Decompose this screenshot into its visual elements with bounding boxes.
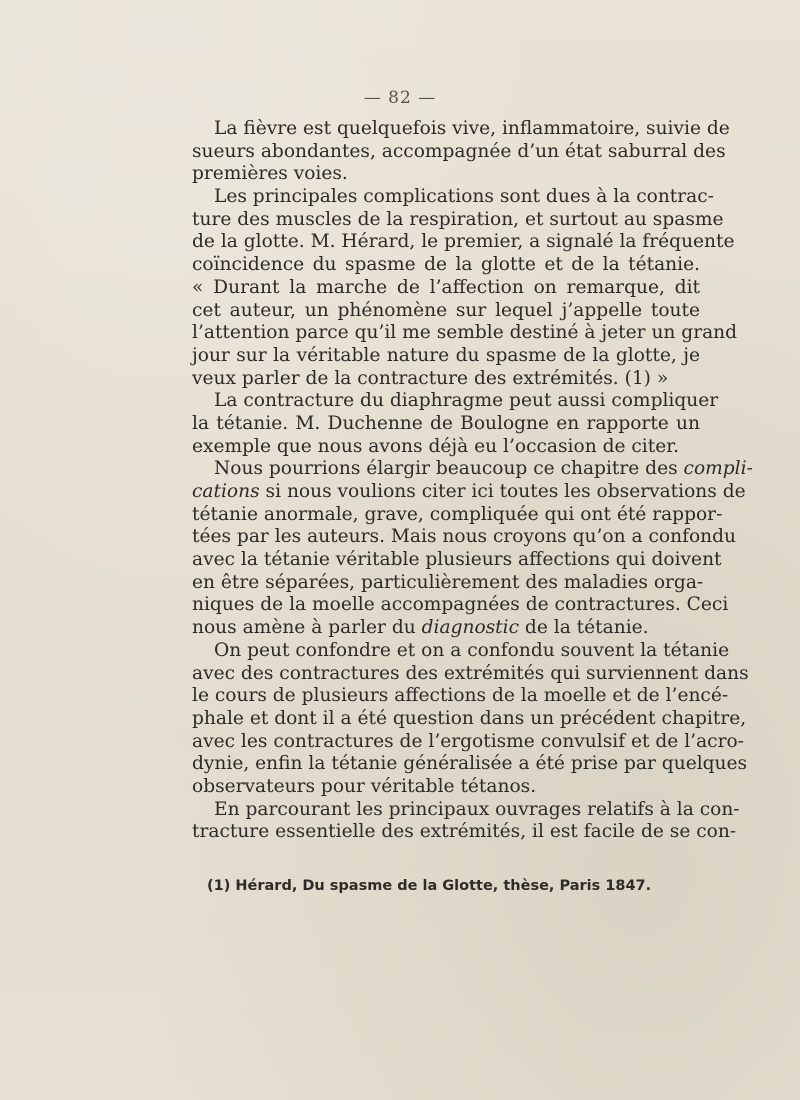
line-text: avec des contractures des extrémités qui surviennent dans bbox=[192, 662, 749, 684]
page-number: — 82 — bbox=[363, 88, 437, 108]
line-text: Les principales complications sont dues à la contrac- bbox=[214, 186, 714, 208]
text-line bbox=[192, 436, 700, 459]
text-line bbox=[192, 140, 726, 164]
text-line bbox=[192, 118, 730, 141]
text-line bbox=[192, 571, 704, 595]
body-text bbox=[192, 118, 753, 844]
line-text: le cours de plusieurs affections de la moelle et de l’encé- bbox=[192, 685, 729, 707]
line-text: niques de la moelle accompagnées de contractures. Ceci bbox=[192, 594, 729, 616]
line-text: tracture essentielle des extrémités, il est facile de se con- bbox=[192, 821, 737, 843]
line-text: La contracture du diaphragme peut aussi compliquer bbox=[214, 390, 719, 412]
text-line bbox=[192, 730, 744, 754]
text-line bbox=[192, 685, 729, 708]
line-text: dynie, enfin la tétanie généralisée a été prise par quelques bbox=[192, 753, 748, 775]
line-text-tail: de la tétanie. bbox=[519, 617, 649, 639]
line-text: sueurs abondantes, accompagnée d’un état saburral des bbox=[192, 140, 726, 162]
text-line bbox=[192, 231, 735, 254]
italic-term: diagnostic bbox=[415, 617, 520, 639]
line-text: jour sur la véritable nature du spasme de la glotte, je bbox=[192, 344, 700, 366]
line-text: observateurs pour véritable tétanos. bbox=[192, 775, 537, 797]
line-text: Nous pourrions élargir beaucoup ce chapitre des bbox=[214, 458, 678, 480]
line-text: veux parler de la contracture des extrémités. (1) » bbox=[192, 367, 669, 389]
line-text: cet auteur, un phénomène sur lequel j’appelle toute bbox=[192, 299, 700, 321]
line-text: avec les contractures de l’ergotisme convulsif et de l’acro- bbox=[192, 730, 744, 752]
text-line bbox=[192, 413, 700, 436]
text-line bbox=[192, 776, 700, 799]
text-line bbox=[192, 163, 700, 186]
text-line bbox=[192, 798, 740, 822]
line-text: La fièvre est quelquefois vive, inflammatoire, suivie de bbox=[214, 118, 730, 139]
line-text: la tétanie. M. Duchenne de Boulogne en rapporte un bbox=[192, 412, 700, 434]
text-line bbox=[192, 322, 738, 345]
text-line bbox=[192, 345, 700, 368]
line-text: ture des muscles de la respiration, et surtout au spasme bbox=[192, 208, 724, 230]
text-line bbox=[192, 390, 719, 413]
text-line bbox=[192, 208, 724, 232]
line-text: On peut confondre et on a confondu souvent la tétanie bbox=[214, 639, 730, 661]
line-text: en être séparées, particulièrement des maladies orga- bbox=[192, 571, 704, 593]
text-line bbox=[192, 186, 714, 209]
line-text: « Durant la marche de l’affection on remarque, dit bbox=[192, 276, 700, 298]
text-line bbox=[192, 821, 737, 844]
line-text: tées par les auteurs. Mais nous croyons qu’on a confondu bbox=[192, 526, 737, 548]
text-line bbox=[192, 458, 753, 481]
text-line bbox=[192, 639, 730, 663]
line-text: coïncidence du spasme de la glotte et de la tétanie. bbox=[192, 254, 700, 276]
line-text: tétanie anormale, grave, compliquée qui ont été rappor- bbox=[192, 503, 723, 525]
text-line bbox=[192, 300, 700, 323]
text-line bbox=[192, 549, 722, 572]
line-text: premières voies. bbox=[192, 163, 348, 185]
line-text: exemple que nous avons déjà eu l’occasion de citer. bbox=[192, 435, 679, 457]
text-line bbox=[192, 481, 746, 504]
line-text: de la glotte. M. Hérard, le premier, a signalé la fréquente bbox=[192, 231, 735, 253]
text-line bbox=[192, 662, 749, 686]
line-text: En parcourant les principaux ouvrages relatifs à la con- bbox=[214, 798, 740, 820]
text-line bbox=[192, 368, 700, 391]
text-line bbox=[192, 594, 729, 617]
text-line bbox=[192, 617, 700, 640]
text-line bbox=[192, 753, 748, 776]
italic-term: compli- bbox=[677, 458, 753, 480]
text-line bbox=[192, 707, 747, 731]
line-text: nous amène à parler du bbox=[192, 617, 416, 639]
text-line bbox=[192, 277, 700, 300]
footnote: (1) Hérard, Du spasme de la Glotte, thèse, Paris 1847. bbox=[207, 878, 652, 894]
line-text: phale et dont il a été question dans un précédent chapitre, bbox=[192, 707, 747, 729]
text-line bbox=[192, 254, 700, 277]
text-line bbox=[192, 503, 723, 527]
italic-term: cations bbox=[192, 481, 266, 502]
line-text: avec la tétanie véritable plusieurs affections qui doivent bbox=[192, 549, 722, 571]
text-line bbox=[192, 526, 737, 549]
line-text: l’attention parce qu’il me semble destiné à jeter un grand bbox=[192, 322, 738, 344]
line-text: si nous voulions citer ici toutes les observations de bbox=[265, 481, 746, 502]
